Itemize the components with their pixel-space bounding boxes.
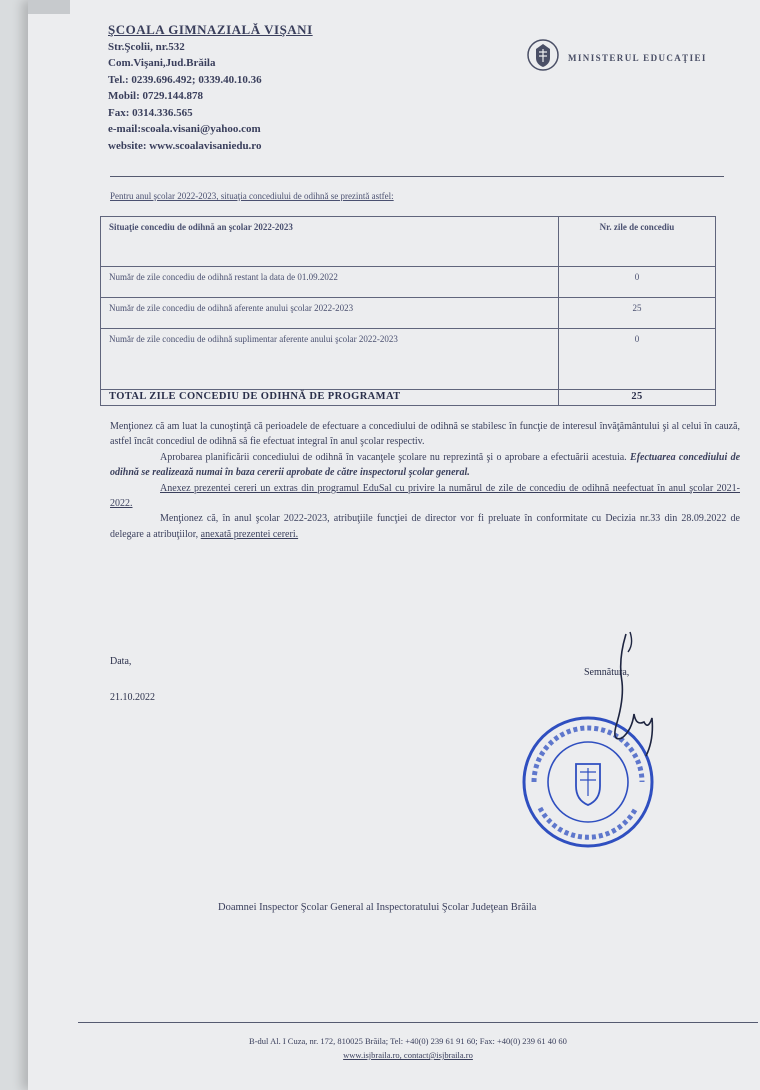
emphasis-text: Efectuarea concediului de odihnă se realizează numai în baza cererii aprobate de către inspectorul şcolar general. [110, 451, 741, 479]
row-value: 0 [559, 329, 716, 390]
school-locality: Com.Vişani,Jud.Brăila [108, 57, 216, 69]
school-header [108, 22, 368, 154]
table-header-row [101, 217, 716, 267]
row-label: Număr de zile concediu de odihnă suplimentar aferente anului şcolar 2022-2023 [101, 329, 559, 390]
table-total-row [101, 390, 716, 406]
date-value: 21.10.2022 [110, 692, 155, 703]
paragraph: Menţionez că am luat la cunoştinţă că perioadele de efectuare a concediului de odihnă se stabilesc în funcţie de interesul învăţământului şi al celui în cauză, astfel încât concediul de odihnă să fie efectuat integral în anul şcolar respectiv. [110, 421, 740, 448]
school-mobile: Mobil: 0729.144.878 [108, 90, 204, 102]
handwritten-signature [588, 630, 668, 775]
school-street: Str.Şcolii, nr.532 [108, 40, 185, 53]
paragraph [110, 450, 740, 481]
row-label: Număr de zile concediu de odihnă aferente anului şcolar 2022-2023 [101, 298, 559, 329]
ministry-label: MINISTERUL EDUCAŢIEI [568, 52, 707, 63]
row-label: Număr de zile concediu de odihnă restant la data de 01.09.2022 [101, 267, 559, 298]
school-name: ŞCOALA GIMNAZIALĂ VIŞANI [108, 22, 313, 37]
footer-website: www.isjbraila.ro, contact@isjbraila.ro [343, 1050, 473, 1060]
table-row [101, 329, 716, 390]
footer [188, 1034, 628, 1062]
school-email: e-mail:scoala.visani@yahoo.com [108, 123, 261, 135]
table-row [101, 298, 716, 329]
footer-divider [78, 1022, 758, 1023]
signature-label: Semnătura, [584, 667, 630, 678]
page-fold [28, 0, 70, 14]
footer-address: B-dul Al. I Cuza, nr. 172, 810025 Brăila; Tel: +40(0) 239 61 91 60; Fax: +40(0) 239 61 40 60 [249, 1036, 567, 1046]
row-value: 0 [559, 267, 716, 298]
recipient-line: Doamnei Inspector Şcolar General al Inspectoratului Şcolar Judeţean Brăila [218, 902, 537, 913]
intro-text: Pentru anul şcolar 2022-2023, situaţia concediului de odihnă se prezintă astfel: [110, 191, 394, 201]
document-page [28, 0, 760, 1090]
table-header-cell: Nr. zile de concediu [559, 217, 716, 267]
total-value: 25 [559, 390, 716, 406]
paragraph: Anexez prezentei cereri un extras din programul EduSal cu privire la numărul de zile de concediu de odihnă neefectuat în anul şcolar 2021-2022. [110, 482, 740, 510]
school-phone: Tel.: 0239.696.492; 0339.40.10.36 [108, 73, 262, 86]
header-divider [110, 176, 724, 177]
date-label: Data, [110, 656, 132, 667]
row-value: 25 [559, 298, 716, 329]
ministry-crest-icon [526, 38, 560, 77]
request-body [110, 419, 740, 542]
table-row [101, 267, 716, 298]
school-website: website: www.scoalavisaniedu.ro [108, 139, 262, 152]
table-header-cell: Situaţie concediu de odihnă an şcolar 2022-2023 [101, 217, 559, 267]
leave-table [100, 216, 716, 406]
annex-reference: anexată prezentei cereri. [200, 528, 299, 540]
school-fax: Fax: 0314.336.565 [108, 106, 193, 119]
ministry-logo [526, 38, 707, 77]
paragraph-text: Aprobarea planificării concediului de odihnă în vacanţele şcolare nu reprezintă şi o aprobare a efectuării acestuia. [160, 451, 627, 463]
paragraph-text: Menţionez că, în anul şcolar 2022-2023, atribuţiile funcţiei de director vor fi preluate în conformitate cu Decizia nr.33 din 28.09.2022 de delegare a atribuţiilor, [110, 513, 740, 540]
paragraph [110, 511, 740, 542]
total-label: TOTAL ZILE CONCEDIU DE ODIHNĂ DE PROGRAMAT [101, 390, 559, 406]
